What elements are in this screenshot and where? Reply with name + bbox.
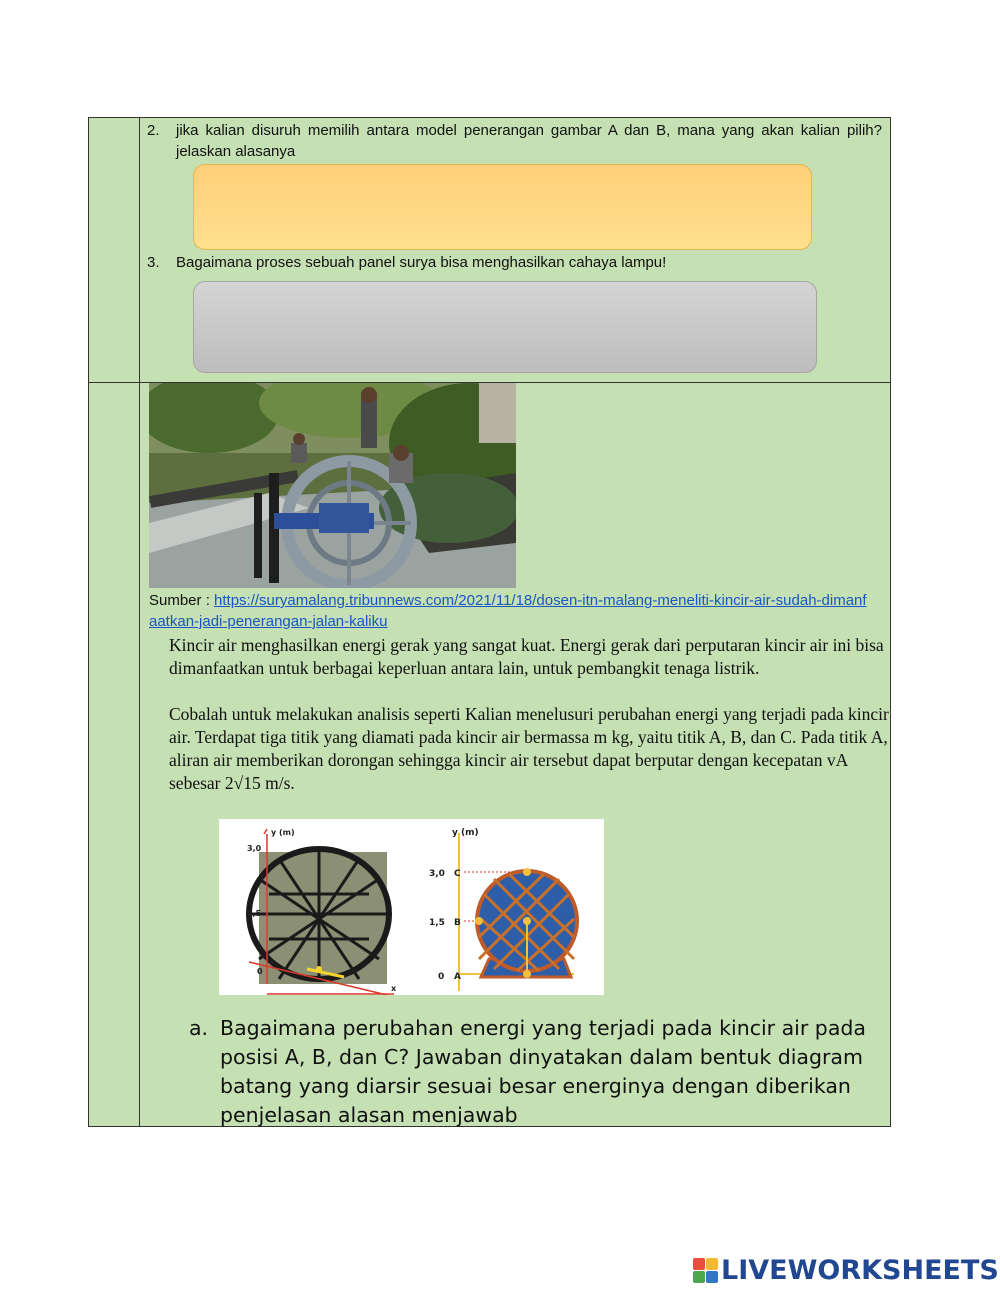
question-number: 2. <box>147 122 160 139</box>
paragraph-intro: Kincir air menghasilkan energi gerak yang sangat kuat. Energi gerak dari perputaran kincir air ini bisa dimanfaatkan untuk berbagai keperluan antara lain, untuk pembangkit tenaga listrik. <box>169 635 884 678</box>
source-link[interactable]: https://suryamalang.tribunnews.com/2021/11/18/dosen-itn-malang-meneliti-kincir-air-sudah-dimanfaatkan-jadi-penerangan-jalan-kaliku <box>149 592 867 630</box>
answer-box-question-3[interactable] <box>193 281 817 373</box>
liveworksheets-logo-icon <box>693 1258 718 1283</box>
point-b-label: B <box>454 918 461 928</box>
table-row <box>89 383 890 1126</box>
right-tick-3: 3,0 <box>429 869 445 879</box>
right-tick-0: 0 <box>438 972 445 982</box>
left-tick-0: 0 <box>257 967 263 976</box>
row-number-cell <box>89 118 140 382</box>
point-a-label: A <box>454 972 461 982</box>
right-tick-1-5: 1,5 <box>429 918 445 928</box>
row-number-cell <box>89 383 140 1126</box>
water-wheel-photo <box>149 383 516 588</box>
question-number: 3. <box>147 254 160 271</box>
left-x-label: x <box>391 984 397 993</box>
question-text: Bagaimana proses sebuah panel surya bisa menghasilkan cahaya lampu! <box>176 254 667 271</box>
worksheet-table <box>88 117 891 1127</box>
diagram-figure <box>219 819 604 995</box>
water-wheel-diagram <box>219 819 604 995</box>
point-c-label: C <box>454 869 461 879</box>
logo-text: LIVEWORKSHEETS <box>721 1254 999 1286</box>
source-citation <box>149 590 869 632</box>
answer-box-question-2[interactable] <box>193 164 812 250</box>
water-wheel-photo-illustration <box>149 383 516 588</box>
question-a-label: a. <box>189 1016 209 1040</box>
left-tick-3: 3,0 <box>247 844 262 853</box>
left-axis-label: y (m) <box>271 828 295 837</box>
source-label: Sumber : <box>149 592 215 609</box>
paragraph-analysis: Cobalah untuk melakukan analisis seperti Kalian menelusuri perubahan energi yang terjadi pada kincir air. Terdapat tiga titik yang diamati pada kincir air bermassa m kg, yaitu titik A, B, dan C. Pada titik A, aliran air memberikan dorongan sehingga kincir air tersebut dapat berputar dengan kecepatan vA sebesar 2√15 m/s. <box>169 704 889 793</box>
right-axis-label: y (m) <box>452 828 479 838</box>
left-tick-1-5: 1,5 <box>247 909 262 918</box>
liveworksheets-logo <box>693 1255 999 1285</box>
question-a-text: Bagaimana perubahan energi yang terjadi pada kincir air pada posisi A, B, dan C? Jawaban dinyatakan dalam bentuk diagram batang yang diarsir sesuai besar energinya dengan diberikan penjelasan alasan menjawab <box>220 1016 866 1127</box>
table-row <box>89 118 890 383</box>
question-text: jika kalian disuruh memilih antara model penerangan gambar A dan B, mana yang akan kalian pilih?jelaskan alasanya <box>176 122 882 160</box>
